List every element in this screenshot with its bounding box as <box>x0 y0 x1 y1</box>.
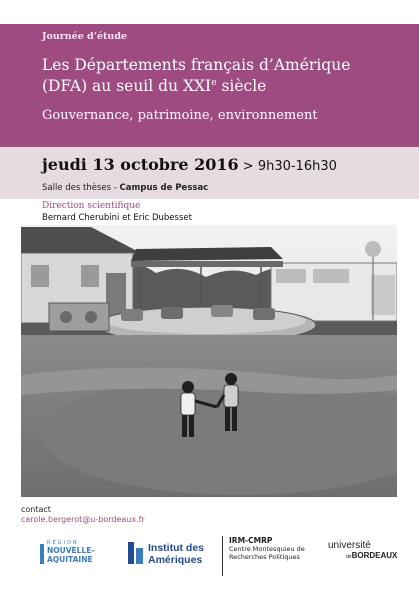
institut-des-ameriques-logo <box>128 540 208 570</box>
venue-campus: Campus de Pessac <box>119 183 209 193</box>
contact-label: contact <box>21 505 51 514</box>
region-nouvelle-aquitaine-logo <box>40 540 112 572</box>
date-line <box>42 155 337 174</box>
institut-des-ameriques-text <box>148 542 204 566</box>
fairground-photo <box>21 225 397 497</box>
irm-line1: Centre Montesquieu de <box>229 545 305 553</box>
event-date: jeudi 13 octobre 2016 <box>42 155 239 174</box>
institut-des-ameriques-mark-icon <box>128 542 144 564</box>
title-superscript: e <box>211 77 217 88</box>
direction-names: Bernard Cherubini et Eric Dubesset <box>42 213 192 223</box>
ub-line2: BORDEAUX <box>351 551 398 560</box>
event-kicker: Journée d’étude <box>42 31 128 42</box>
region-logo-line1: NOUVELLE- <box>47 546 95 555</box>
venue-room: Salle des thèses - <box>42 183 120 193</box>
universite-de-bordeaux-logo <box>328 540 398 574</box>
title-line-2-post: siècle <box>216 77 267 95</box>
direction-label: Direction scientifique <box>42 201 141 211</box>
event-time: > 9h30-16h30 <box>238 159 337 174</box>
title-line-1: Les Départements français d’Amérique <box>42 56 351 74</box>
region-logo-text <box>47 540 94 564</box>
region-logo-bar-icon <box>40 544 44 564</box>
ub-line2-wrap <box>346 551 398 560</box>
ub-de: de <box>346 554 352 560</box>
region-logo-line2: AQUITAINE <box>47 555 93 564</box>
irm-cmrp-logo <box>222 536 312 576</box>
event-venue <box>42 183 208 193</box>
event-subtitle: Gouvernance, patrimoine, environnement <box>42 108 318 123</box>
ub-line1: université <box>328 540 371 551</box>
ida-line1: Institut des <box>148 542 205 554</box>
irm-line2: Recherches Politiques <box>229 553 300 561</box>
event-title <box>42 55 392 97</box>
ida-line2: Amériques <box>148 554 203 566</box>
contact-email-link[interactable]: carole.bergerot@u-bordeaux.fr <box>21 515 145 524</box>
title-line-2-pre: (DFA) au seuil du XXI <box>42 77 212 95</box>
irm-title: IRM-CMRP <box>229 536 273 545</box>
region-logo-small: RÉGION <box>47 540 79 546</box>
